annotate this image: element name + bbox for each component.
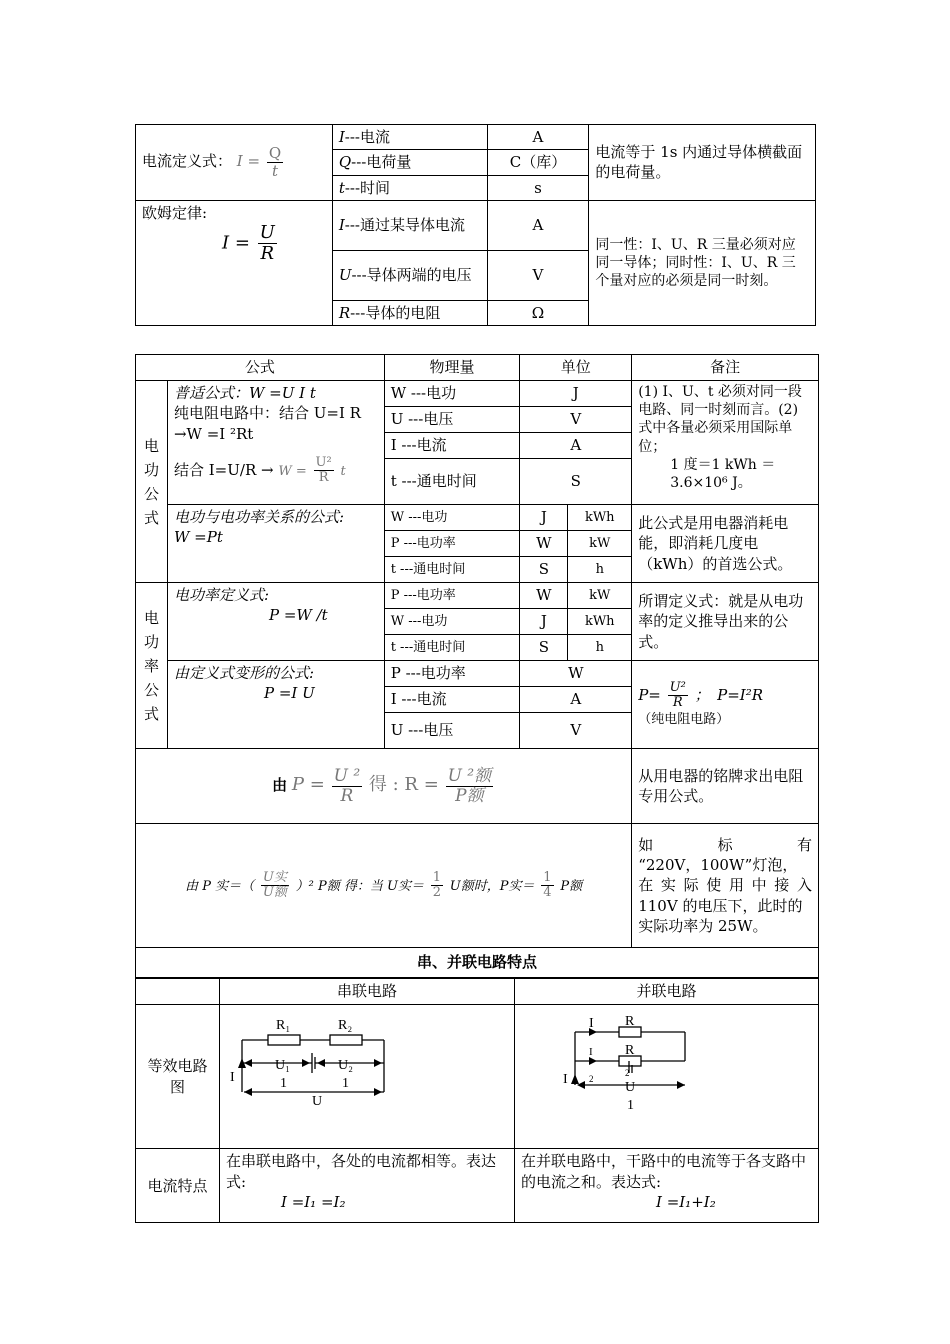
ohm-law-cell xyxy=(136,200,333,325)
series-label-u: U xyxy=(312,1094,323,1109)
note-cell: (1) I、U、t 必须对同一段电路、同一时刻而言。(2) 式中各量必须采用国际单位； 1 度＝1 kWh ＝ 3.6×10⁶ J。 xyxy=(632,381,819,505)
unit-cell: V xyxy=(520,713,632,749)
current-def-label: 电流定义式： xyxy=(142,152,233,171)
series-current-cell: 在串联电路中，各处的电流都相等。表达式: I =I₁ =I₂ xyxy=(220,1149,515,1223)
header-formula: 公式 xyxy=(136,355,385,381)
quantity-cell: W ---电功 xyxy=(384,381,520,407)
current-definition-cell xyxy=(136,125,333,201)
unit-cell: W xyxy=(520,531,568,557)
series-label-r2: R₂ xyxy=(338,1018,353,1033)
unit-cell: A xyxy=(487,200,589,250)
series-parallel-title: 串、并联电路特点 xyxy=(136,948,819,978)
series-label-u2: U₂ xyxy=(338,1058,353,1073)
current-def-fraction: $\frac{Q}{t}$ xyxy=(268,144,282,180)
parallel-label-2b: 2 xyxy=(625,1068,630,1078)
series-label-r1: R₁ xyxy=(276,1018,291,1033)
quantity-cell: W ---电功 xyxy=(384,505,520,531)
row-circuit-label: 等效电路图 xyxy=(136,1005,220,1149)
unit-cell: W xyxy=(520,661,632,687)
power-table xyxy=(135,354,819,978)
quantity-cell: t---时间 xyxy=(332,175,487,200)
note-cell: 从用电器的铭牌求出电阻专用公式。 xyxy=(632,749,819,824)
unit-cell: A xyxy=(487,125,589,150)
series-label-u1: U₁ xyxy=(275,1058,290,1073)
row-current-label: 电流特点 xyxy=(136,1149,220,1223)
parallel-label-i1: I xyxy=(589,1016,594,1031)
unit-cell: C（库） xyxy=(487,150,589,175)
note-cell: 所谓定义式：就是从电功率的定义推导出来的公式。 xyxy=(632,583,819,661)
power-variant-cell: 由定义式变形的公式: P =I U xyxy=(167,661,384,749)
parallel-label-1: 1 xyxy=(627,1098,634,1113)
quantity-cell: I---通过某导体电流 xyxy=(332,200,487,250)
parallel-current-cell: 在并联电路中，干路中的电流等于各支路中的电流之和。表达式: I =I₁+I₂ xyxy=(515,1149,819,1223)
unit-cell: A xyxy=(520,687,632,713)
quantity-cell: R---导体的电阻 xyxy=(332,300,487,325)
parallel-label-r2: R xyxy=(625,1043,635,1058)
resistance-formula-cell: 由 P = $\frac{\text{U ²}}{R}$ 得 : R = $\frac{\text{U ²额}}{\text{P额}}$ xyxy=(136,749,632,824)
work-group-label: 电功公式 xyxy=(136,381,168,583)
series-circuit-cell xyxy=(220,1005,515,1149)
parallel-label-i2: I xyxy=(589,1046,593,1058)
unit-cell: h xyxy=(568,635,632,661)
header-unit: 单位 xyxy=(520,355,632,381)
series-label-1a: 1 xyxy=(280,1076,287,1091)
unit-cell: J xyxy=(520,381,632,407)
unit-cell: Ω xyxy=(487,300,589,325)
parallel-label-2a: 2 xyxy=(589,1074,594,1084)
unit-cell: kWh xyxy=(568,505,632,531)
unit-cell: S xyxy=(520,557,568,583)
circuit-table xyxy=(135,978,819,1223)
quantity-cell: Q---电荷量 xyxy=(332,150,487,175)
current-ohm-table xyxy=(135,124,816,326)
work-formula-cell: 普适公式：W =U I t 纯电阻电路中：结合 U=I R →W =I ²Rt 结合 I=U/R → W = $\frac{\text{U²}}{R}$ t xyxy=(167,381,384,505)
quantity-cell: U---导体两端的电压 xyxy=(332,250,487,300)
quantity-cell: W ---电功 xyxy=(384,609,520,635)
note-cell: 如 标 有 “220V，100W”灯泡， 在实际使用中接入 110V 的电压下，此时的 实际功率为 25W。 xyxy=(632,824,819,948)
unit-cell: J xyxy=(520,505,568,531)
unit-cell: J xyxy=(520,609,568,635)
actual-power-cell: 由 P 实＝（ $\frac{\text{U实}}{\text{U额}}$ ）² P额 得：当 U实＝ $\frac{1}{2}$ U额时，P实＝ $\frac{1}{4}$ P额 xyxy=(136,824,632,948)
quantity-cell: P ---电功率 xyxy=(384,531,520,557)
unit-cell: s xyxy=(487,175,589,200)
note-cell: 同一性：I、U、R 三量必须对应同一导体；同时性：I、U、R 三个量对应的必须是同一时刻。 xyxy=(589,200,816,325)
header-quantity: 物理量 xyxy=(384,355,520,381)
quantity-cell: U ---电压 xyxy=(384,713,520,749)
unit-cell: kW xyxy=(568,583,632,609)
col-series: 串联电路 xyxy=(220,979,515,1005)
current-def-lhs: I = xyxy=(236,152,261,171)
parallel-label-u: U xyxy=(625,1080,636,1095)
unit-cell: kW xyxy=(568,531,632,557)
quantity-cell: P ---电功率 xyxy=(384,661,520,687)
quantity-cell: t ---通电时间 xyxy=(384,635,520,661)
quantity-cell: I ---电流 xyxy=(384,687,520,713)
quantity-cell: I ---电流 xyxy=(384,433,520,459)
power-group-label: 电功率公式 xyxy=(136,583,168,749)
parallel-circuit-diagram xyxy=(515,1005,818,1143)
unit-cell: S xyxy=(520,635,568,661)
unit-cell: S xyxy=(520,459,632,505)
note-cell: 电流等于 1s 内通过导体横截面的电荷量。 xyxy=(589,125,816,201)
series-label-i: I xyxy=(230,1070,235,1085)
series-label-1b: 1 xyxy=(342,1076,349,1091)
unit-cell: V xyxy=(487,250,589,300)
ohm-formula: I = $\frac{U}{R}$ xyxy=(222,222,275,264)
quantity-cell: t ---通电时间 xyxy=(384,557,520,583)
quantity-cell: t ---通电时间 xyxy=(384,459,520,505)
unit-cell: h xyxy=(568,557,632,583)
unit-cell: A xyxy=(520,433,632,459)
note-cell: 此公式是用电器消耗电能，即消耗几度电（kWh）的首选公式。 xyxy=(632,505,819,583)
parallel-circuit-cell xyxy=(515,1005,819,1149)
quantity-cell: U ---电压 xyxy=(384,407,520,433)
unit-cell: kWh xyxy=(568,609,632,635)
note-cell: P= $\frac{\text{U²}}{R}$ ； P=I²R （纯电阻电路） xyxy=(632,661,819,749)
parallel-label-r1: R xyxy=(625,1014,635,1029)
quantity-cell: I---电流 xyxy=(332,125,487,150)
unit-cell: V xyxy=(520,407,632,433)
work-power-formula-cell: 电功与电功率关系的公式: W =Pt xyxy=(167,505,384,583)
parallel-label-i: I xyxy=(563,1072,568,1087)
col-parallel: 并联电路 xyxy=(515,979,819,1005)
power-definition-cell: 电功率定义式: P =W /t xyxy=(167,583,384,661)
unit-cell: W xyxy=(520,583,568,609)
empty-cell xyxy=(136,979,220,1005)
quantity-cell: P ---电功率 xyxy=(384,583,520,609)
series-circuit-diagram xyxy=(220,1005,514,1143)
ohm-label: 欧姆定律: xyxy=(142,203,208,222)
header-note: 备注 xyxy=(632,355,819,381)
